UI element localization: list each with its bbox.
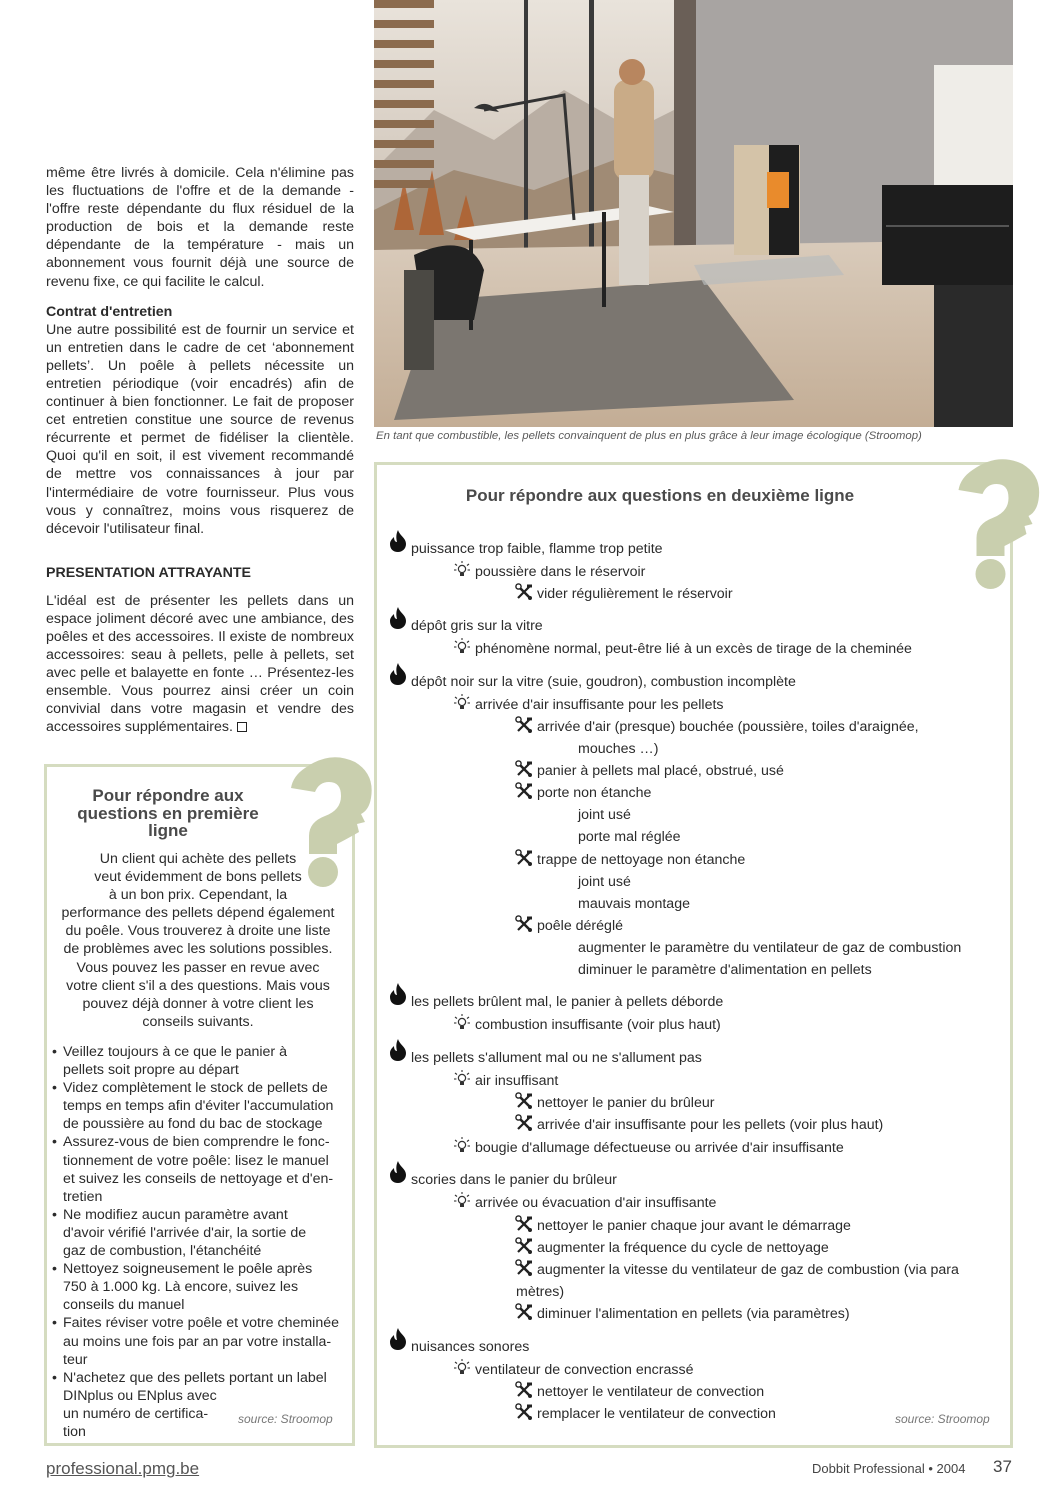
first-box-title-line: ligne <box>148 821 188 840</box>
advice-line: • Ne modifiez aucun paramètre avant <box>63 1206 288 1223</box>
tools-icon <box>515 782 533 800</box>
tools-icon <box>515 1381 533 1399</box>
advice-line: de poussière au fond du bac de stockage <box>63 1116 323 1133</box>
troubleshooting-line-level-1: arrivée ou évacuation d'air insuffisante <box>475 1195 717 1211</box>
photo-caption: En tant que combustible, les pellets convainquent de plus en plus grâce à leur image écologique (Stroomop) <box>376 430 922 442</box>
lightbulb-icon <box>453 1136 471 1154</box>
troubleshooting-line-level-3: joint usé <box>578 874 631 890</box>
advice-item <box>50 1133 350 1205</box>
advice-line: et suivez les conseils de nettoyage et d'en- <box>63 1170 334 1187</box>
troubleshooting-line-level-2: vider régulièrement le réservoir <box>537 586 733 602</box>
advice-list <box>50 1043 350 1441</box>
advice-line: conseils du manuel <box>63 1297 185 1314</box>
troubleshooting-line-level-2: diminuer l'alimentation en pellets (via paramètres) <box>537 1306 850 1322</box>
lightbulb-icon <box>453 1069 471 1087</box>
troubleshooting-line-level-3: augmenter le paramètre du ventilateur de gaz de combustion <box>578 940 962 956</box>
advice-line: • Veillez toujours à ce que le panier à <box>63 1044 287 1060</box>
lightbulb-icon <box>453 693 471 711</box>
advice-line: d'avoir vérifié l'arrivée d'air, la sortie de <box>63 1224 307 1241</box>
troubleshooting-line-level-2: poêle déréglé <box>537 918 623 934</box>
intro-line: Un client qui achète des pellets <box>99 851 297 867</box>
advice-line: un numéro de certifica- <box>63 1405 209 1422</box>
troubleshooting-line-level-3: joint usé <box>578 807 631 823</box>
advice-line: • N'achetez que des pellets portant un label <box>63 1369 327 1386</box>
troubleshooting-line-level-0: dépôt noir sur la vitre (suie, goudron), combustion incomplète <box>411 674 796 690</box>
first-box-intro <box>52 850 344 1031</box>
question-mark-head-icon <box>950 452 1045 592</box>
tools-icon <box>515 1259 533 1277</box>
troubleshooting-line-level-3: mouches …) <box>578 741 659 757</box>
lightbulb-icon <box>453 1191 471 1209</box>
advice-line: • Videz complètement le stock de pellets de <box>63 1080 328 1097</box>
advice-line: • Assurez-vous de bien comprendre le fonc- <box>63 1134 330 1151</box>
advice-line: au moins une fois par an par votre installa- <box>63 1333 332 1350</box>
tools-icon <box>515 1237 533 1255</box>
tools-icon <box>515 760 533 778</box>
troubleshooting-line-level-0: puissance trop faible, flamme trop petite <box>411 541 663 557</box>
advice-line: • Faites réviser votre poêle et votre cheminée <box>63 1315 339 1332</box>
lightbulb-icon <box>453 1358 471 1376</box>
troubleshooting-line-level-0: dépôt gris sur la vitre <box>411 618 543 634</box>
advice-line: pellets soit propre au départ <box>63 1062 239 1079</box>
advice-item <box>50 1079 350 1133</box>
tools-icon <box>515 915 533 933</box>
advice-line: teur <box>63 1351 88 1368</box>
intro-line: veut évidemment de bons pellets <box>94 869 302 886</box>
intro-line: de problèmes avec les solutions possibles. <box>63 941 333 958</box>
flame-icon <box>388 662 408 686</box>
troubleshooting-line-level-0: les pellets s'allument mal ou ne s'allument pas <box>411 1050 702 1066</box>
troubleshooting-line-level-1: combustion insuffisante (voir plus haut) <box>475 1017 721 1033</box>
troubleshooting-line-level-2: augmenter la fréquence du cycle de nettoyage <box>537 1240 829 1256</box>
troubleshooting-line-level-2: remplacer le ventilateur de convection <box>537 1406 776 1422</box>
paragraph-continued: même être livrés à domicile. Cela n'élimine pas les fluctuations de l'offre et de la demande - l'offre reste dépendante du flux résiduel de la production de bois et la demande reste dépendante de la température - mais un abonnement vous fournit déjà une source de revenu fixe, ce qui facilite le calcul. <box>46 165 354 290</box>
intro-line: pouvez déjà donner à votre client les <box>82 995 314 1012</box>
intro-line: performance des pellets dépend également <box>61 905 335 922</box>
troubleshooting-line-level-3: mauvais montage <box>578 896 690 912</box>
troubleshooting-line-level-2: arrivée d'air (presque) bouchée (poussière, toiles d'araignée, <box>537 719 919 735</box>
advice-line: 750 à 1.000 kg. Là encore, suivez les <box>63 1279 299 1296</box>
troubleshooting-line-level-2: porte non étanche <box>537 785 652 801</box>
flame-icon <box>388 982 408 1006</box>
troubleshooting-line-level-3: porte mal réglée <box>578 829 681 845</box>
troubleshooting-line-level-0: nuisances sonores <box>411 1339 530 1355</box>
first-box-title-line: Pour répondre aux <box>92 786 244 805</box>
paragraph-presentation <box>46 592 354 737</box>
troubleshooting-line-level-2: nettoyer le ventilateur de convection <box>537 1384 765 1400</box>
first-box-source: source: Stroomop <box>238 1412 333 1426</box>
office-stove-illustration <box>374 0 1013 427</box>
troubleshooting-line-level-2: nettoyer le panier du brûleur <box>537 1095 715 1111</box>
intro-line: votre client s'il a des questions. Mais vous <box>66 977 330 994</box>
tools-icon <box>515 1403 533 1421</box>
advice-line: tretien <box>63 1188 103 1205</box>
troubleshooting-line-level-2: arrivée d'air insuffisante pour les pellets (voir plus haut) <box>537 1117 884 1133</box>
flame-icon <box>388 1160 408 1184</box>
troubleshooting-line-level-0: scories dans le panier du brûleur <box>411 1172 617 1188</box>
troubleshooting-line-level-4: mètres) <box>516 1284 565 1300</box>
troubleshooting-line-level-0: les pellets brûlent mal, le panier à pellets déborde <box>411 994 724 1010</box>
advice-item <box>50 1314 350 1368</box>
heading-maintenance-contract: Contrat d'entretien <box>46 303 173 320</box>
square-end-icon <box>237 722 247 732</box>
left-column <box>46 164 354 737</box>
advice-line: DINplus ou ENplus avec <box>63 1387 217 1404</box>
tools-icon <box>515 1092 533 1110</box>
lightbulb-icon <box>453 1013 471 1031</box>
first-box-title-line: questions en première <box>77 803 259 823</box>
paragraph-presentation-text: L'idéal est de présenter les pellets dans un espace joliment décoré avec une ambiance, des poêles et des accessoires. Il existe de nombreux accessoires: seau à pellets, pelle à pellets, set avec pelle et balayette en fonte … Présentez-les ensemble. Vous pourrez ainsi créer un coin convivial dans votre magasin et vendre des accessoires supplémentaires. <box>46 592 354 736</box>
advice-line: gaz de combustion, l'étanchéité <box>63 1243 262 1260</box>
second-box-source: source: Stroomop <box>895 1412 990 1426</box>
flame-icon <box>388 529 408 553</box>
tools-icon <box>515 849 533 867</box>
lightbulb-icon <box>453 637 471 655</box>
troubleshooting-line-level-1: arrivée d'air insuffisante pour les pellets <box>475 697 724 713</box>
tools-icon <box>515 1114 533 1132</box>
troubleshooting-line-level-2: augmenter la vitesse du ventilateur de gaz de combustion (via para <box>537 1262 959 1278</box>
website-link[interactable]: professional.pmg.be <box>46 1459 200 1478</box>
flame-icon <box>388 1038 408 1062</box>
advice-line: • Nettoyez soigneusement le poêle après <box>63 1261 313 1278</box>
flame-icon <box>388 606 408 630</box>
publication-name: Dobbit Professional • 2004 <box>812 1461 966 1476</box>
troubleshooting-line-level-1: bougie d'allumage défectueuse ou arrivée d'air insuffisante <box>475 1140 844 1156</box>
troubleshooting-line-level-1: poussière dans le réservoir <box>475 564 646 580</box>
advice-item <box>50 1206 350 1260</box>
tools-icon <box>515 583 533 601</box>
advice-item <box>50 1369 350 1441</box>
troubleshooting-line-level-3: diminuer le paramètre d'alimentation en pellets <box>578 962 872 978</box>
advice-item <box>50 1260 350 1314</box>
advice-line: temps en temps afin d'éviter l'accumulation <box>63 1098 334 1115</box>
advice-line: tionnement de votre poêle: lisez le manuel <box>63 1152 329 1169</box>
showroom-photo <box>374 0 1013 427</box>
page-number: 37 <box>993 1457 1012 1476</box>
advice-item <box>50 1043 350 1079</box>
heading-attractive-presentation: PRESENTATION ATTRAYANTE <box>46 564 251 581</box>
troubleshooting-line-level-1: phénomène normal, peut-être lié à un excès de tirage de la cheminée <box>475 641 912 657</box>
tools-icon <box>515 1215 533 1233</box>
tools-icon <box>515 1303 533 1321</box>
troubleshooting-line-level-2: trappe de nettoyage non étanche <box>537 852 746 868</box>
troubleshooting-line-level-1: air insuffisant <box>475 1073 559 1089</box>
troubleshooting-line-level-2: nettoyer le panier chaque jour avant le démarrage <box>537 1218 851 1234</box>
lightbulb-icon <box>453 560 471 578</box>
intro-line: du poêle. Vous trouverez à droite une liste <box>65 923 331 940</box>
intro-line: conseils suivants. <box>142 1013 254 1030</box>
intro-line: à un bon prix. Cependant, la <box>108 887 288 904</box>
flame-icon <box>388 1327 408 1351</box>
second-box-title: Pour répondre aux questions en deuxième ligne <box>465 486 855 505</box>
troubleshooting-line-level-1: ventilateur de convection encrassé <box>475 1362 694 1378</box>
first-box-title <box>62 787 274 840</box>
intro-line: Vous pouvez les passer en revue avec <box>76 959 320 976</box>
paragraph-maintenance: Une autre possibilité est de fournir un service et un entretien dans le cadre de cet ‘abonnement pellets’. Un poêle à pellets nécessite un entretien périodique (voir encadrés) afin de continuer à bien fonctionner. Le fait de proposer cet entretien constitue une source de revenus récurrente et permet de fidéliser la clientèle. Quoi qu'il en soit, il est vivement recommandé de mettre vos connaissances à jour par l'intermédiaire de votre fournisseur. Plus vous vous y connaîtrez, moins vous risquerez de décevoir l'utilisateur final. <box>46 321 354 537</box>
advice-line: tion <box>63 1423 86 1440</box>
tools-icon <box>515 716 533 734</box>
troubleshooting-line-level-2: panier à pellets mal placé, obstrué, usé <box>537 763 784 779</box>
